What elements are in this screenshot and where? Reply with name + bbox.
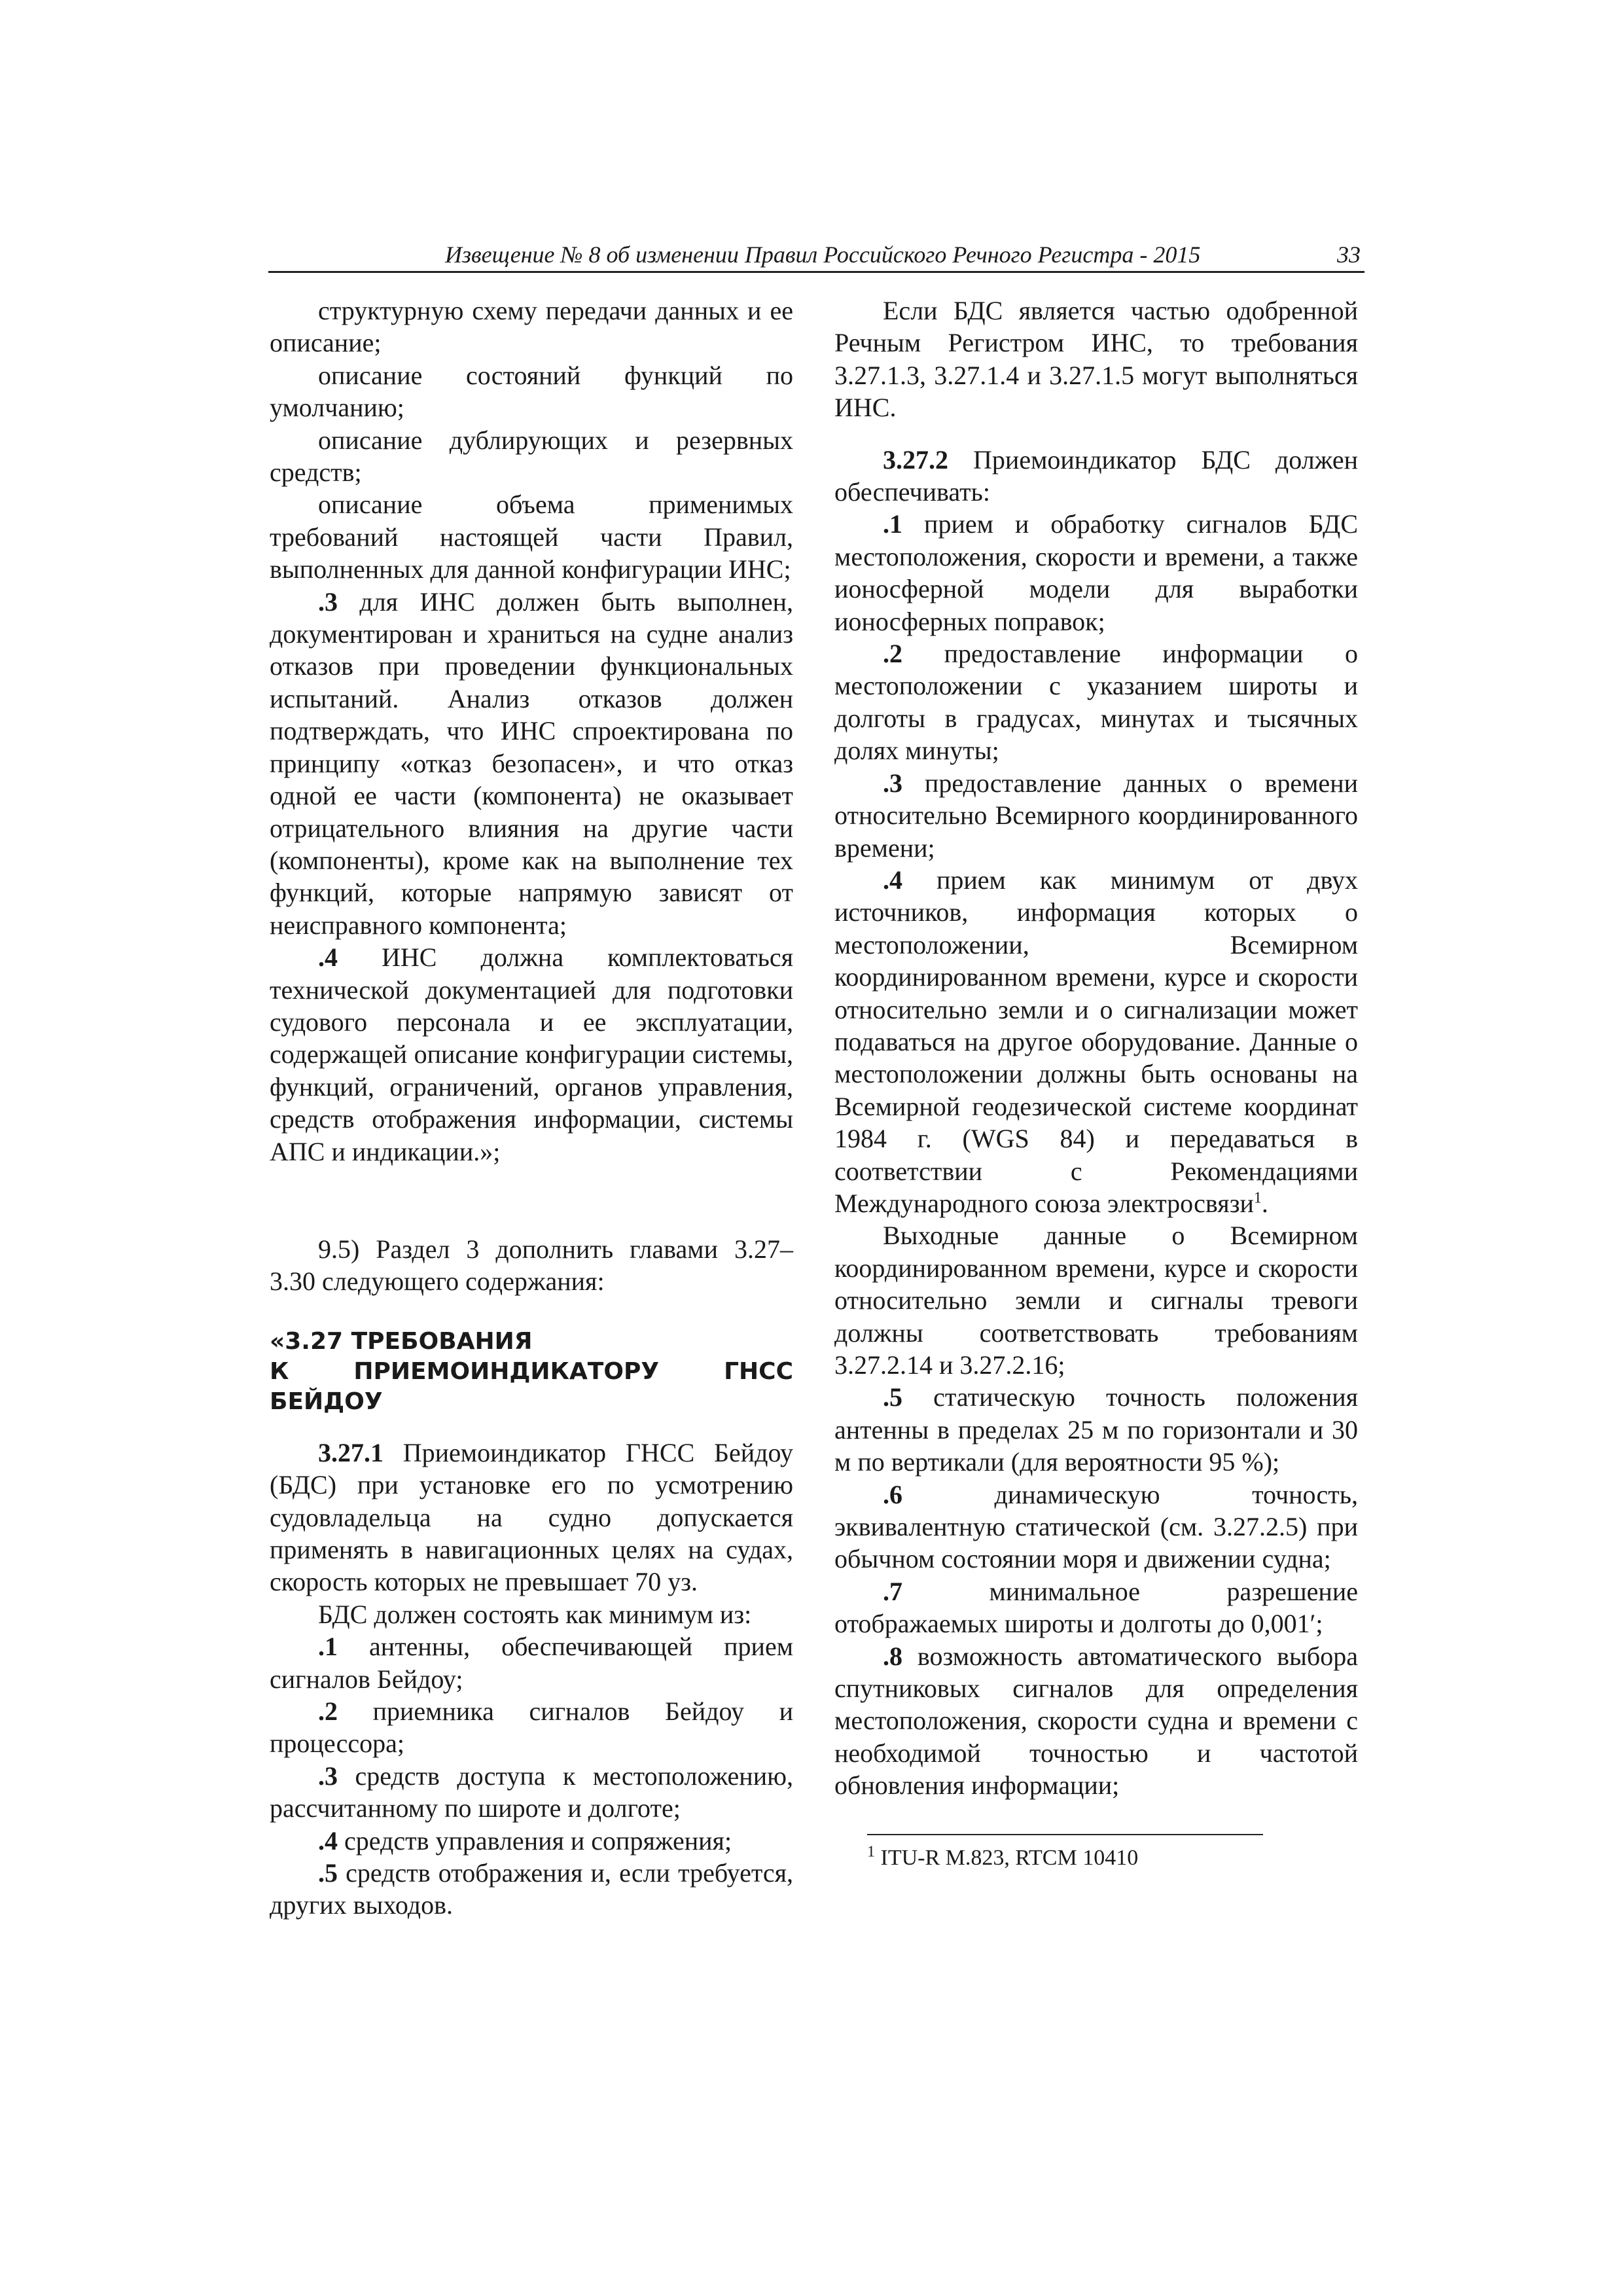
item-3-paragraph: [270, 586, 793, 941]
item-number: .3: [318, 1761, 338, 1791]
item-number: .5: [883, 1382, 902, 1412]
clause-text: Приемоиндикатор ГНСС Бейдоу (БДС) при установке его по усмотрению судовладельца на судно допускается применять в навигационных целях на судах, скорость которых не превышает 70 уз.: [270, 1437, 793, 1597]
requirement-item: [834, 1575, 1358, 1640]
item-text: антенны, обеспечивающей прием сигналов Бейдоу;: [270, 1632, 794, 1694]
section-title-line1: «3.27 ТРЕБОВАНИЯ: [270, 1327, 533, 1355]
item-number: .8: [883, 1641, 902, 1671]
item-number: .3: [883, 768, 902, 798]
footnote: [867, 1843, 1139, 1871]
component-item: [270, 1630, 793, 1695]
item-number: .1: [318, 1632, 338, 1662]
list-item: описание состояний функций по умолчанию;: [270, 360, 793, 423]
footnote-text: ITU-R M.823, RTCM 10410: [880, 1846, 1139, 1870]
item-number: .1: [883, 509, 902, 539]
right-column: [834, 295, 1358, 1802]
item-number: .4: [318, 1825, 338, 1856]
page-number: 33: [1337, 242, 1361, 268]
requirement-item: [834, 1381, 1358, 1478]
footnote-divider: [867, 1834, 1263, 1835]
amendment-paragraph: 9.5) Раздел 3 дополнить главами 3.27– 3.30 следующего содержания:: [270, 1234, 793, 1297]
item-number: .5: [318, 1858, 338, 1888]
item-text: прием и обработку сигналов БДС местоположения, скорости и времени, а также ионосферной модели для выработки ионосферных поправок;: [834, 509, 1359, 636]
item-number: .4: [883, 865, 902, 895]
footnote-reference: 1: [1253, 1189, 1262, 1207]
item-text: прием как минимум от двух источников, информация которых о местоположении, Всемирном координированном времени, курсе и скорости относительно земли и о сигнализации может подаваться на другое оборудование. Данные о местоположении должны быть основаны на Всемирной геодезической системе координат 1984 г. (WGS 84) и передаваться в соответствии с Рекомендациями Международного союза электросвязи: [834, 865, 1358, 1218]
output-paragraph: Выходные данные о Всемирном координированном времени, курсе и скорости относительно земли и сигналы тревоги должны соответствовать требованиям 3.27.2.14 и 3.27.2.16;: [834, 1221, 1358, 1380]
clause-number: 3.27.1: [318, 1437, 383, 1467]
clause-number: 3.27.2: [883, 444, 948, 475]
requirement-item: [834, 1479, 1358, 1575]
component-item: [270, 1857, 793, 1922]
item-4-paragraph: [270, 941, 793, 1168]
requirement-item: [834, 1640, 1358, 1802]
item-number: .7: [883, 1576, 902, 1606]
list-item: структурную схему передачи данных и ее описание;: [270, 296, 793, 358]
requirement-item: [834, 637, 1358, 767]
item-text: средств управления и сопряжения;: [344, 1825, 732, 1856]
item-number: .4: [318, 942, 338, 973]
clause-text: Приемоиндикатор БДС должен обеспечивать:: [834, 444, 1358, 507]
item-text: для ИНС должен быть выполнен, документирован и храниться на судне анализ отказов при проведении функциональных испытаний. Анализ отказов должен подтверждать, что ИНС спроектирована по принципу «отказ безопасен», и что отказ одной ее части (компонента) не оказывает отрицательного влияния на другие части (компоненты), кроме как на выполнение тех функций, которые напрямую зависят от неисправного компонента;: [270, 586, 794, 940]
item-number: .3: [318, 586, 338, 617]
item-number: .6: [883, 1479, 902, 1509]
section-title-line2: К ПРИЕМОИНДИКАТОРУ ГНСС БЕЙДОУ: [270, 1357, 793, 1415]
item-text: средств доступа к местоположению, рассчитанному по широте и долготе;: [270, 1761, 793, 1823]
item-text: средств отображения и, если требуется, других выходов.: [270, 1858, 794, 1920]
running-header: [268, 241, 1364, 273]
clause-3-27-1: [270, 1437, 793, 1598]
item-text: минимальное разрешение отображаемых широты и долготы до 0,001′;: [834, 1576, 1358, 1639]
item-text: ИНС должна комплектоваться технической документацией для подготовки судового персонала и ее эксплуатации, содержащей описание конфигурации системы, функций, ограничений, органов управления, средств отображения информации, системы АПС и индикации.»;: [270, 942, 794, 1166]
item-text: статическую точность положения антенны в пределах 25 м по горизонтали и 30 м по вертикали (для вероятности 95 %);: [834, 1382, 1358, 1477]
item-number: .2: [318, 1696, 338, 1727]
intro-paragraph: Если БДС является частью одобренной Речным Регистром ИНС, то требования 3.27.1.3, 3.27.1.4 и 3.27.1.5 могут выполняться ИНС.: [834, 296, 1358, 423]
component-item: [270, 1695, 793, 1760]
left-column: [270, 295, 793, 1922]
footnote-mark: 1: [867, 1843, 875, 1861]
component-item: [270, 1825, 793, 1857]
item-number: .2: [883, 639, 902, 669]
requirement-item: [834, 767, 1358, 864]
component-item: [270, 1760, 793, 1825]
item-text: динамическую точность, эквивалентную статической (см. 3.27.2.5) при обычном состоянии моря и движении судна;: [834, 1479, 1359, 1574]
requirement-item: [834, 864, 1358, 1219]
list-item: описание объема применимых требований настоящей части Правил, выполненных для данной конфигурации ИНС;: [270, 490, 793, 584]
bds-intro: БДС должен состоять как минимум из:: [318, 1599, 752, 1629]
item-tail: .: [1261, 1188, 1268, 1218]
item-text: приемника сигналов Бейдоу и процессора;: [270, 1696, 793, 1759]
header-title: Извещение № 8 об изменении Правил Российского Речного Регистра - 2015: [445, 242, 1201, 268]
list-item: описание дублирующих и резервных средств;: [270, 425, 793, 488]
requirement-item: [834, 508, 1358, 637]
item-text: предоставление данных о времени относительно Всемирного координированного времени;: [834, 768, 1358, 863]
item-text: предоставление информации о местоположении с указанием широты и долготы в градусах, минутах и тысячных долях минуты;: [834, 639, 1359, 766]
item-text: возможность автоматического выбора спутниковых сигналов для определения местоположения, скорости судна и времени с необходимой точностью и частотой обновления информации;: [834, 1641, 1358, 1801]
clause-3-27-2: [834, 444, 1358, 509]
